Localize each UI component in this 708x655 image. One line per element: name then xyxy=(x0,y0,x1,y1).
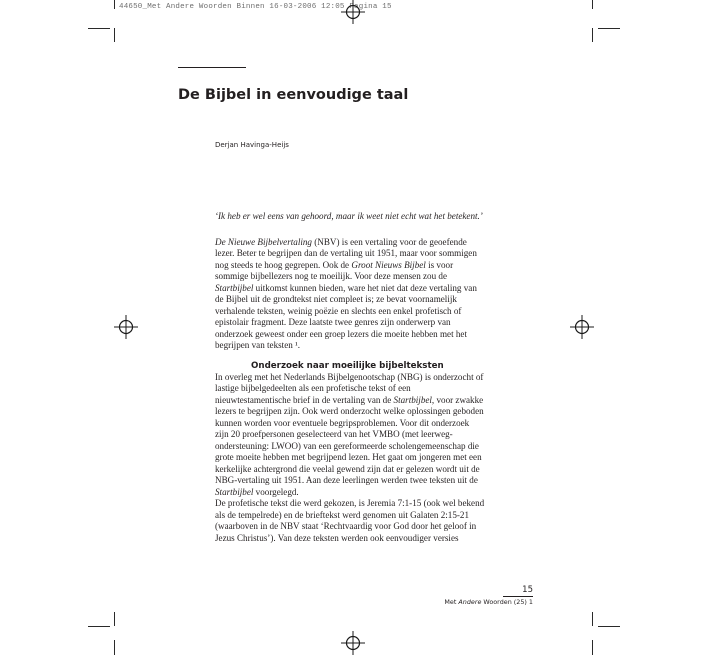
article-body xyxy=(215,211,515,544)
title-rule xyxy=(178,67,246,68)
crop-mark xyxy=(592,28,593,42)
text-line: In overleg met het Nederlands Bijbelgenootschap (NBG) is onderzocht of xyxy=(215,371,484,382)
text-line: NBG-vertaling uit 1951. Aan deze leerlingen werden twee teksten uit de xyxy=(215,475,478,485)
paragraph xyxy=(215,237,515,352)
text-line: onderzoek geweest onder een groep lezers die moeite hebben met het xyxy=(215,328,467,339)
text-line: De profetische tekst die werd gekozen, is Jeremia 7:1-15 (ook wel bekend xyxy=(215,498,485,508)
text-line: (waarboven in de NBV staat ‘Rechtvaardig voor God door het geloof in xyxy=(215,521,477,531)
crop-mark xyxy=(114,612,115,626)
text-line: lezers te begrijpen zijn. Ook werd onderzocht welke oplossingen geboden xyxy=(215,406,484,416)
text-line: lastige bijbelgedeelten als een profetische tekst of een xyxy=(215,383,411,393)
printer-slug: 44650_Met Andere Woorden Binnen 16-03-2006 12:05 Pagina 15 xyxy=(119,3,392,11)
crop-mark xyxy=(114,28,115,42)
epigraph: ‘Ik heb er wel eens van gehoord, maar ik weet niet echt wat het betekent.’ xyxy=(215,211,483,221)
text-line: Startbijbel voorgelegd. xyxy=(215,486,299,497)
crop-mark xyxy=(592,612,593,626)
text-line: kunnen worden voor eventuele begripsproblemen. Voor dit onderzoek xyxy=(215,417,470,428)
registration-mark-icon xyxy=(341,0,365,24)
text-line: begrijpen van teksten ¹. xyxy=(215,340,301,350)
text-line: epistolair fragment. Deze laatste twee genres zijn onderwerp van xyxy=(215,317,451,327)
crop-mark xyxy=(88,626,110,627)
running-footer: Met Andere Woorden (25) 1 xyxy=(444,598,533,606)
text-line: kerkelijke achtergrond die veelal gewend zijn dat er gelezen wordt uit de xyxy=(215,463,480,474)
text-line: als de tempelrede) en de brieftekst werd genomen uit Galaten 2:15-21 xyxy=(215,509,470,520)
text-line: ondersteuning: LWOO) van een gereformeerde scholengemeenschap die xyxy=(215,440,479,451)
text-line: nog steeds te hoog gegrepen. Ook de Groot Nieuws Bijbel is voor xyxy=(215,259,454,270)
registration-mark-icon xyxy=(114,315,138,339)
page-number-rule xyxy=(503,596,533,597)
paragraph xyxy=(215,498,515,544)
section-heading: Onderzoek naar moeilijke bijbelteksten xyxy=(251,360,444,371)
text-line: sommige bijbellezers nog te moeilijk. Voor deze mensen zou de xyxy=(215,271,448,281)
page-number: 15 xyxy=(522,585,533,595)
crop-mark xyxy=(88,28,110,29)
text-line: Startbijbel uitkomst kunnen bieden, ware het niet dat deze vertaling van xyxy=(215,282,477,293)
article-title: De Bijbel in eenvoudige taal xyxy=(178,87,409,103)
text-line: lezer. Beter te begrijpen dan de vertaling uit 1951, maar voor sommigen xyxy=(215,248,477,258)
author-name: Derjan Havinga-Heijs xyxy=(215,141,289,149)
crop-mark xyxy=(592,0,593,9)
registration-mark-icon xyxy=(570,315,594,339)
text-line: Jezus Christus’). Van deze teksten werden ook eenvoudiger versies xyxy=(215,532,459,543)
crop-mark xyxy=(598,28,620,29)
text-line: grote moeite hebben met begrijpend lezen. Het gaat om jongeren met een xyxy=(215,452,482,462)
crop-mark xyxy=(592,640,593,655)
crop-mark xyxy=(114,0,115,9)
text-line: De Nieuwe Bijbelvertaling (NBV) is een vertaling voor de geoefende xyxy=(215,236,467,247)
crop-mark xyxy=(114,640,115,655)
text-line: de Bijbel uit de grondtekst niet compleet is; ze bevat voornamelijk xyxy=(215,294,457,304)
text-line: nieuwtestamentische brief in de vertaling van de Startbijbel, voor zwakke xyxy=(215,394,484,405)
paragraph xyxy=(215,372,515,499)
crop-mark xyxy=(598,626,620,627)
text-line: verhalende teksten, weinig poëzie en slechts een enkel profetisch of xyxy=(215,305,462,316)
registration-mark-icon xyxy=(341,631,365,655)
text-line: zijn 20 proefpersonen geselecteerd van het VMBO (met leerweg- xyxy=(215,429,453,439)
